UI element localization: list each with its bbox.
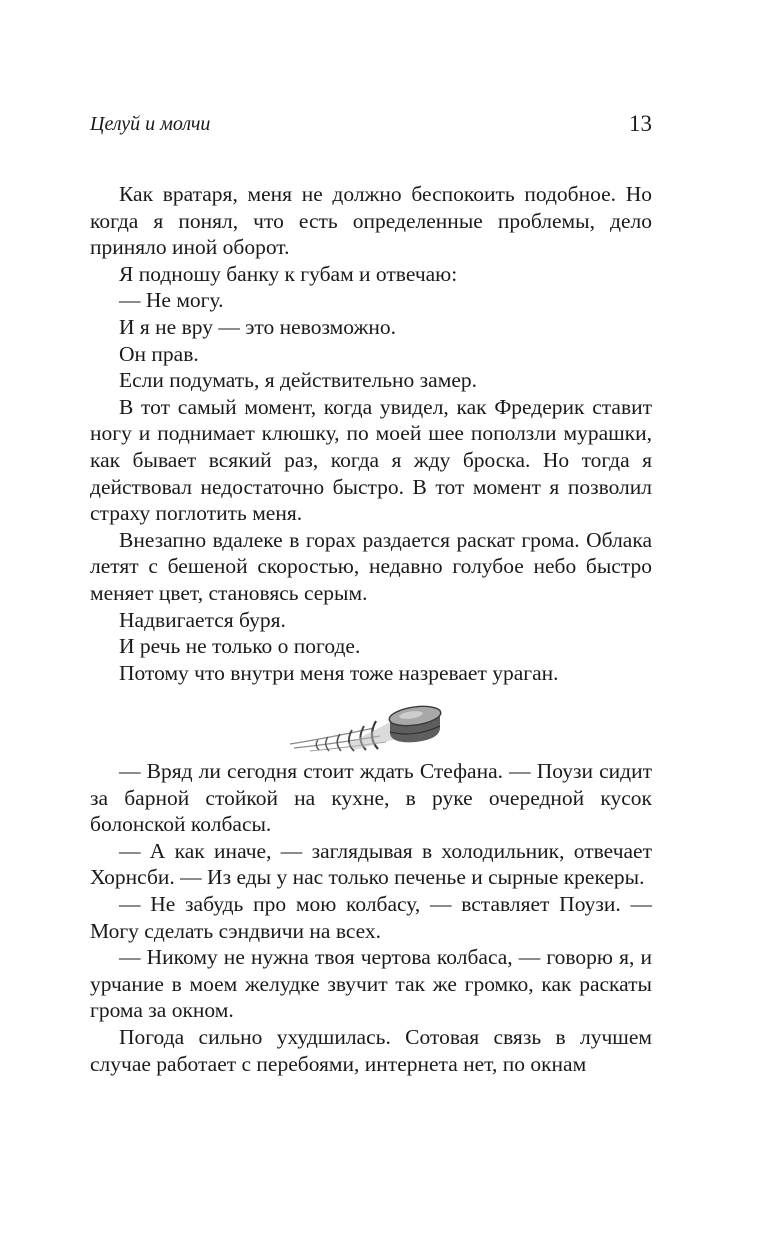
paragraph: Надвигается буря. bbox=[119, 607, 286, 632]
dialogue-line: — А как иначе, — заглядывая в холодильник, отвечает Хорнсби. — Из еды у нас только печенье и сырные крекеры. bbox=[90, 838, 652, 890]
paragraph: В тот самый момент, когда увидел, как Фредерик ставит ногу и поднимает клюшку, по моей шее поползли мурашки, как бывает всякий раз, когда я жду броска. Но тогда я действовал недостаточно быстро. В тот момент я позволил страху поглотить меня. bbox=[90, 394, 652, 526]
running-title: Целуй и молчи bbox=[90, 113, 211, 135]
paragraph: И речь не только о погоде. bbox=[119, 634, 361, 659]
paragraph: Внезапно вдалеке в горах раздается раскат грома. Облака летят с бешеной скоростью, недавно голубое небо быстро меняет цвет, становясь серым. bbox=[90, 527, 652, 605]
scene-break-ornament bbox=[288, 704, 450, 754]
paragraph: Если подумать, я действительно замер. bbox=[119, 368, 477, 393]
page-number: 13 bbox=[629, 111, 652, 136]
paragraph: Как вратаря, меня не должно беспокоить подобное. Но когда я понял, что есть определенные проблемы, дело приняло иной оборот. bbox=[90, 182, 652, 260]
text-block-before-break bbox=[90, 181, 652, 686]
paragraph: Погода сильно ухудшилась. Сотовая связь в лучшем случае работает с перебоями, интернета нет, по окнам bbox=[90, 1024, 652, 1076]
dialogue-line: — Вряд ли сегодня стоит ждать Стефана. — Поузи сидит за барной стойкой на кухне, в руке очередной кусок болонской колбасы. bbox=[90, 759, 652, 837]
dialogue-line: — Никому не нужна твоя чертова колбаса, — говорю я, и урчание в моем желудке звучит так же громко, как раскаты грома за окном. bbox=[90, 945, 652, 1023]
paragraph: Потому что внутри меня тоже назревает ураган. bbox=[119, 660, 559, 685]
text-block-after-break bbox=[90, 758, 652, 1077]
paragraph: И я не вру — это невозможно. bbox=[119, 314, 396, 339]
paragraph: Он прав. bbox=[119, 341, 199, 366]
dialogue-line: — Не забудь про мою колбасу, — вставляет Поузи. — Могу сделать сэндвичи на всех. bbox=[90, 891, 652, 943]
running-head bbox=[90, 113, 654, 143]
dialogue-line: — Не могу. bbox=[119, 288, 224, 313]
paragraph: Я подношу банку к губам и отвечаю: bbox=[119, 261, 458, 286]
hockey-puck-icon bbox=[288, 704, 450, 754]
